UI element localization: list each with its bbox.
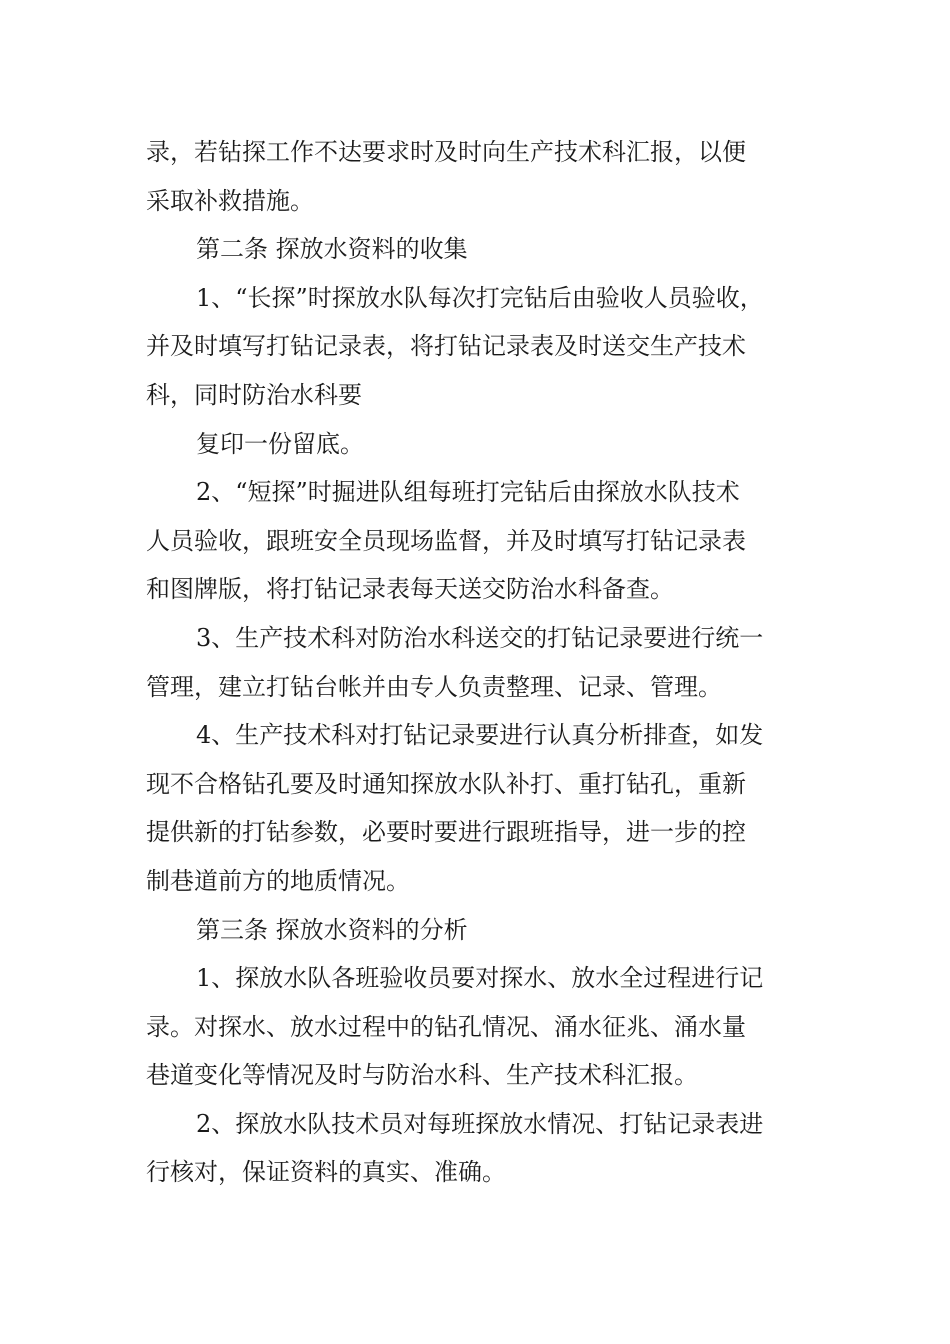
text-line: 1、探放水队各班验收员要对探水、放水全过程进行记 [196, 964, 764, 993]
section-heading: 第三条 探放水资料的分析 [196, 915, 468, 944]
text-line: 现不合格钻孔要及时通知探放水队补打、重打钻孔，重新 [146, 769, 746, 798]
text-line: 并及时填写打钻记录表，将打钻记录表及时送交生产技术 [146, 332, 746, 361]
text-line: 录。对探水、放水过程中的钻孔情况、涌水征兆、涌水量 [146, 1012, 746, 1041]
text-line: 录，若钻探工作不达要求时及时向生产技术科汇报，以便 [146, 138, 746, 166]
text-line: 科，同时防治水科要 [146, 380, 362, 409]
text-line: 巷道变化等情况及时与防治水科、生产技术科汇报。 [146, 1061, 698, 1090]
text-line: 人员验收，跟班安全员现场监督，并及时填写打钻记录表 [146, 526, 746, 555]
text-line: 2、“短探”时掘进队组每班打完钻后由探放水队技术 [196, 478, 740, 507]
text-line: 4、生产技术科对打钻记录要进行认真分析排查，如发 [196, 721, 764, 750]
text-line: 3、生产技术科对防治水科送交的打钻记录要进行统一 [196, 623, 764, 652]
text-line: 行核对，保证资料的真实、准确。 [146, 1158, 506, 1187]
text-line: 1、“长探”时探放水队每次打完钻后由验收人员验收， [196, 283, 764, 312]
text-line: 复印一份留底。 [196, 429, 364, 458]
section-heading: 第二条 探放水资料的收集 [196, 235, 468, 264]
text-line: 提供新的打钻参数，必要时要进行跟班指导，进一步的控 [146, 818, 746, 847]
text-line: 和图牌版，将打钻记录表每天送交防治水科备查。 [146, 575, 674, 604]
text-line: 2、探放水队技术员对每班探放水情况、打钻记录表进 [196, 1109, 764, 1138]
text-line: 采取补救措施。 [146, 186, 314, 215]
text-line: 管理，建立打钻台帐并由专人负责整理、记录、管理。 [146, 672, 722, 701]
text-line: 制巷道前方的地质情况。 [146, 866, 410, 895]
document-body [146, 128, 816, 1197]
